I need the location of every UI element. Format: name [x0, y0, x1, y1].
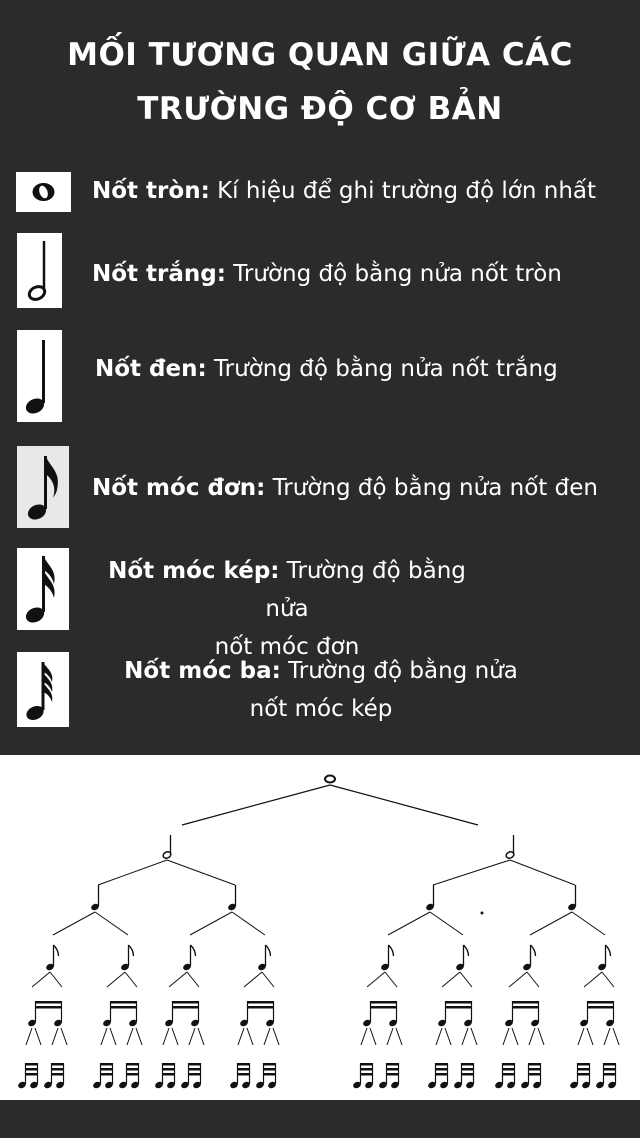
- eighth-note-description: [92, 469, 598, 507]
- tree-dot-mark: [481, 912, 484, 915]
- note-tree-svg: [0, 755, 640, 1100]
- quarter-note-icon: [17, 330, 62, 422]
- thirty-second-note-text: Trường độ bằng nửa: [288, 658, 518, 684]
- eighth-note-name: Nốt móc đơn:: [92, 475, 266, 501]
- title-line-2: TRƯỜNG ĐỘ CƠ BẢN: [137, 91, 503, 127]
- whole-note-text: Kí hiệu để ghi trường độ lớn nhất: [217, 178, 597, 204]
- quarter-note-description: [95, 350, 558, 388]
- sixteenth-note-description: [92, 552, 482, 666]
- thirty-second-note-description: [96, 652, 546, 728]
- whole-note-name: Nốt tròn:: [92, 178, 210, 204]
- half-note-text: Trường độ bằng nửa nốt tròn: [233, 261, 562, 287]
- note-value-tree-diagram: [0, 755, 640, 1100]
- tree-whole-note: [325, 776, 335, 783]
- page-title: [0, 28, 640, 136]
- half-note-icon: [17, 233, 62, 308]
- quarter-note-name: Nốt đen:: [95, 356, 207, 382]
- half-note-description: [92, 255, 562, 293]
- thirty-second-note-name: Nốt móc ba:: [124, 658, 281, 684]
- eighth-note-text: Trường độ bằng nửa nốt đen: [272, 475, 598, 501]
- half-note-name: Nốt trắng:: [92, 261, 226, 287]
- whole-note-icon: [16, 172, 71, 212]
- thirty-second-note-text-2: nốt móc kép: [249, 696, 393, 722]
- title-line-1: MỐI TƯƠNG QUAN GIỮA CÁC: [67, 37, 573, 73]
- sixteenth-note-text-2: nốt móc đơn: [214, 634, 360, 660]
- sixteenth-note-text: Trường độ bằng nửa: [265, 558, 466, 622]
- whole-note-description: [92, 172, 596, 210]
- quarter-note-text: Trường độ bằng nửa nốt trắng: [214, 356, 558, 382]
- sixteenth-note-icon: [17, 548, 69, 630]
- thirty-second-note-icon: [17, 652, 69, 727]
- sixteenth-note-name: Nốt móc kép:: [108, 558, 280, 584]
- eighth-note-icon: [17, 446, 69, 528]
